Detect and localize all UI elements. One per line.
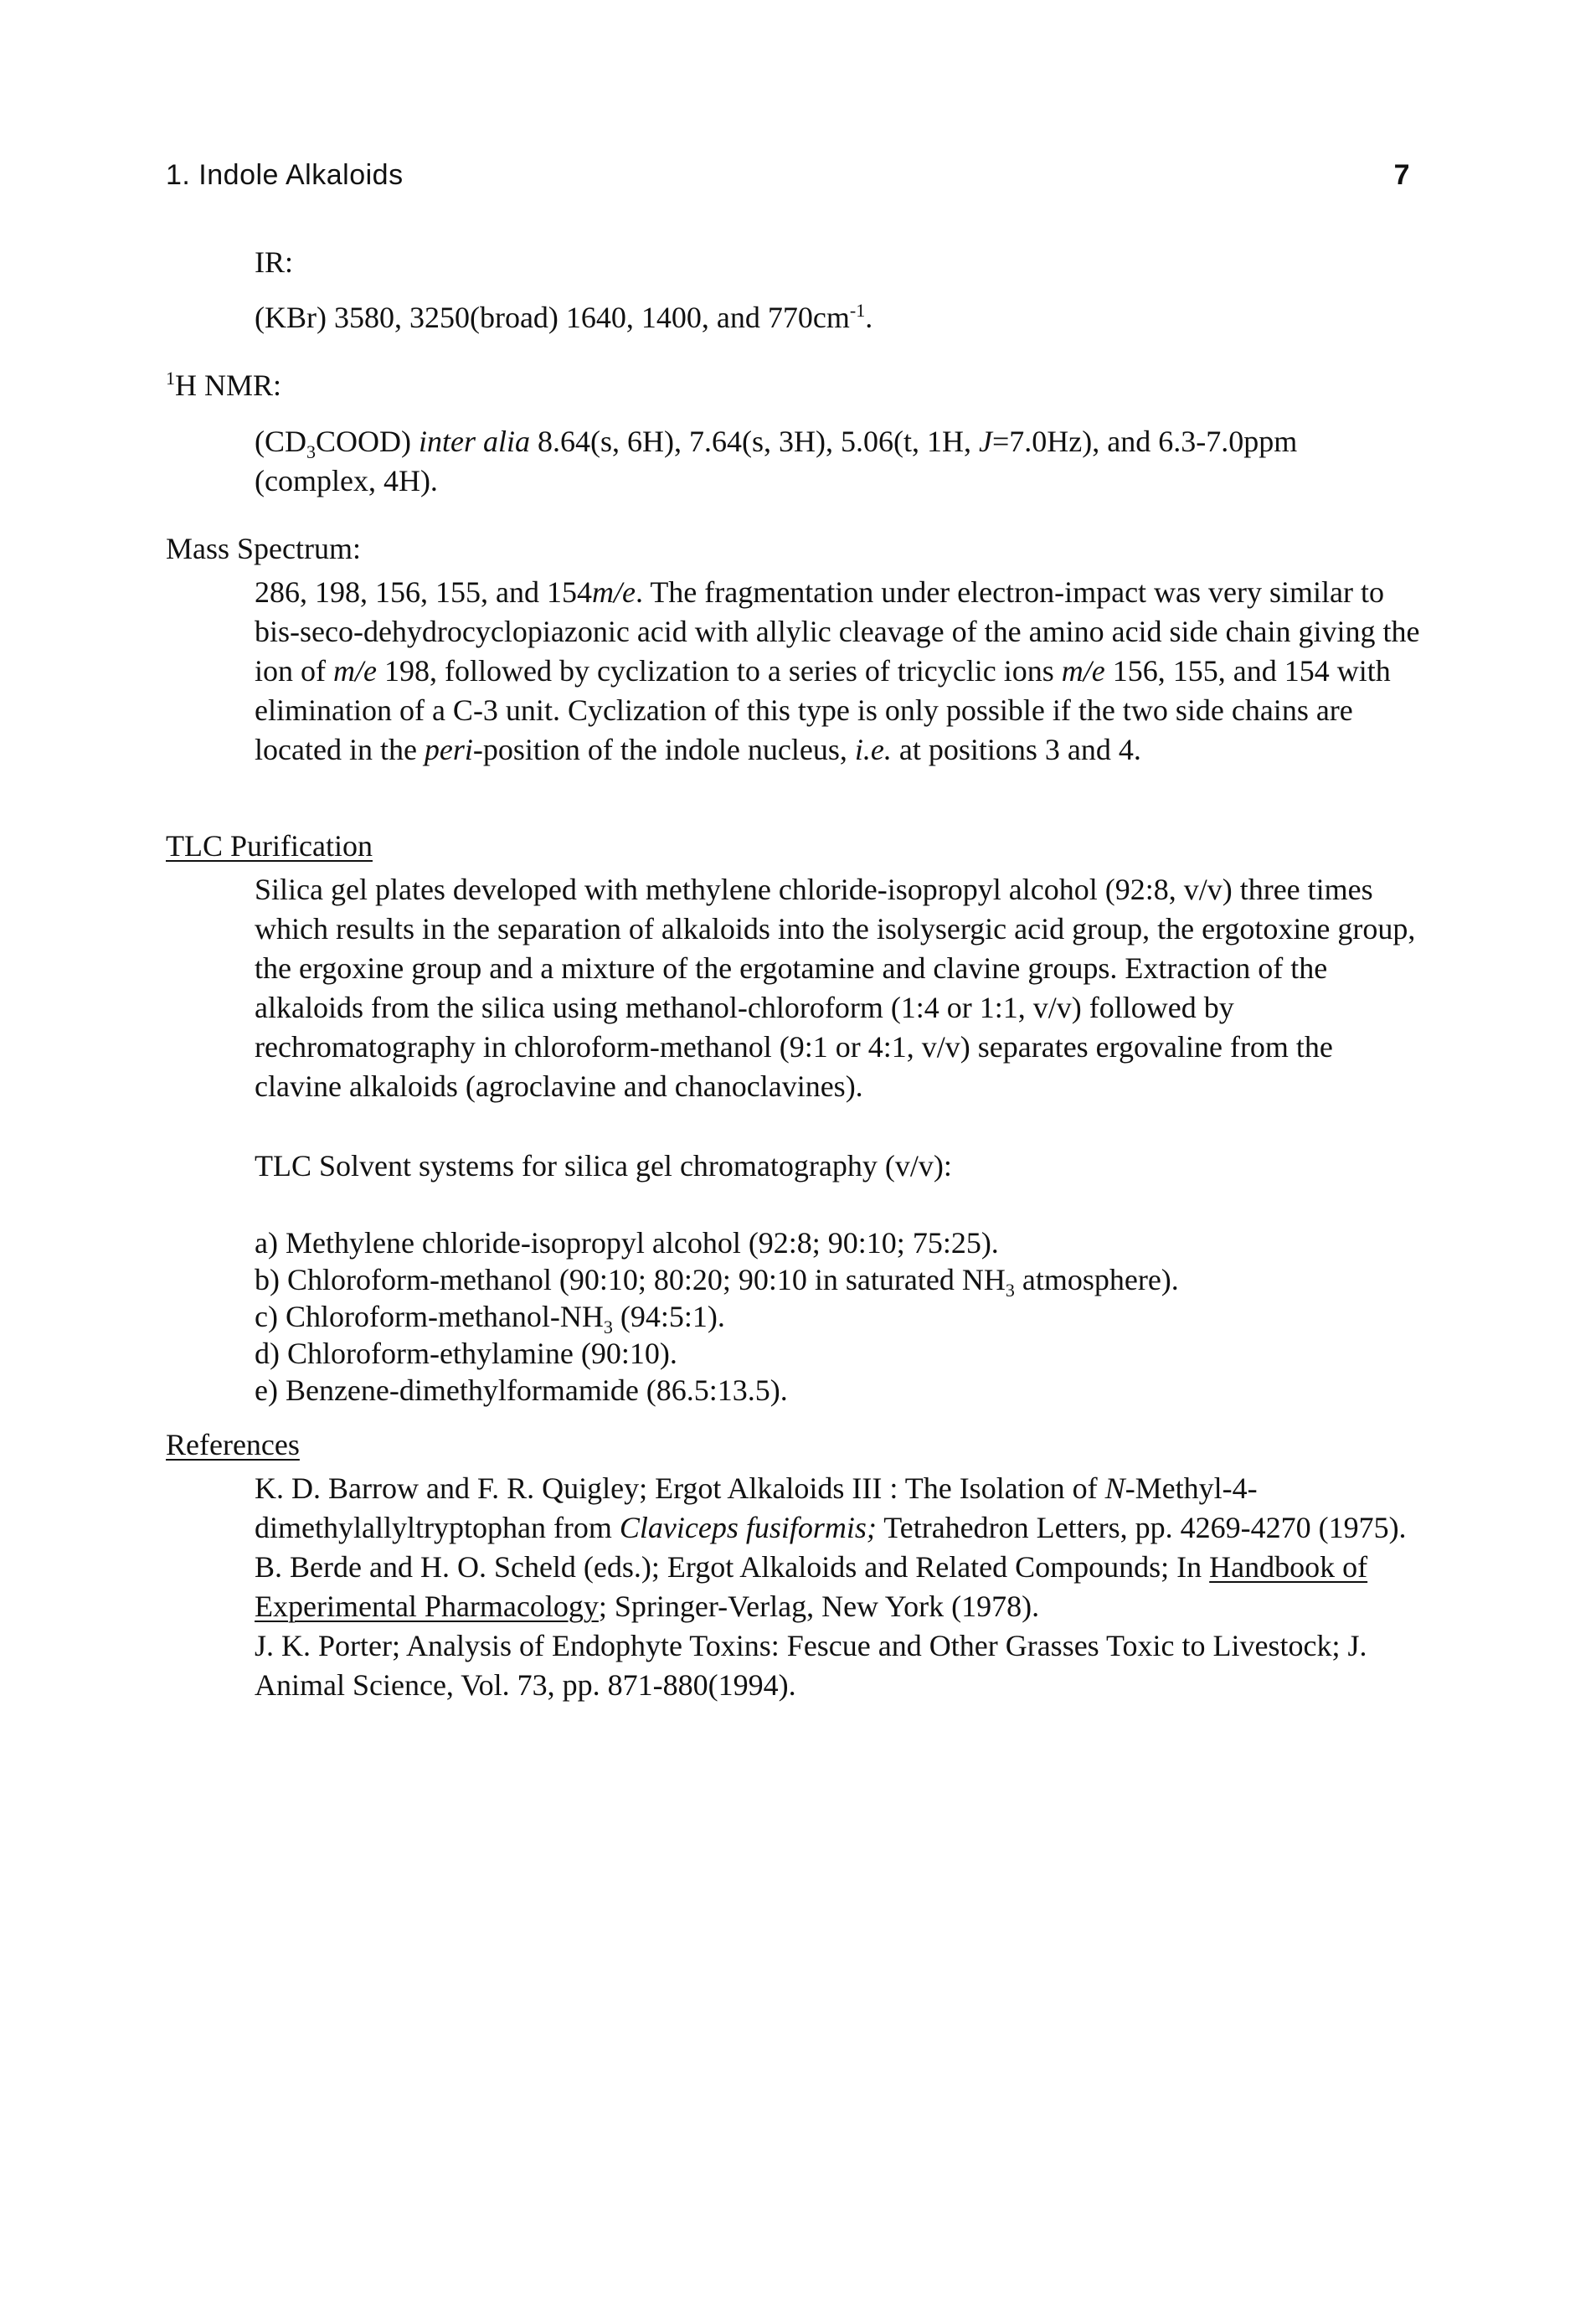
tlc-solvent-heading: TLC Solvent systems for silica gel chromatography (v/v):: [255, 1149, 952, 1183]
hnmr-solvent-suffix: COOD): [316, 425, 419, 458]
hnmr-text-part2: =7.0Hz), and 6.3-7.0ppm: [991, 425, 1298, 458]
hnmr-text-part1: 8.64(s, 6H), 7.64(s, 3H), 5.06(t, 1H,: [530, 425, 979, 458]
reference-3: J. K. Porter; Analysis of Endophyte Toxins: Fescue and Other Grasses Toxic to Livestock; J. Animal Science, Vol. 73, pp. 871-880(1994).: [255, 1629, 1367, 1702]
ref2-pre: B. Berde and H. O. Scheld (eds.); Ergot Alkaloids and Related Compounds; In: [255, 1550, 1210, 1584]
ref1-mid: -Methyl-4-dimethylallyltryptophan from: [255, 1471, 1258, 1544]
ms-me-1: m/e: [591, 575, 636, 609]
solvent-c-pre: c) Chloroform-methanol-NH: [255, 1300, 604, 1333]
ref2-book-title: Handbook of Experimental Pharmacology: [255, 1550, 1368, 1623]
ms-text-5: -position of the indole nucleus,: [472, 733, 855, 766]
ir-superscript: -1: [849, 300, 866, 321]
ms-me-3: m/e: [1061, 654, 1105, 688]
ir-label: IR:: [255, 245, 294, 279]
hnmr-text-line2: (complex, 4H).: [255, 464, 438, 497]
solvent-c-post: (94:5:1).: [612, 1300, 725, 1333]
mass-spectrum-paragraph: [255, 573, 1423, 770]
tlc-purification-data: [255, 870, 1423, 1409]
ms-text-4: 156, 155, and 154 with elimination of a C-3 unit. Cyclization of this type is only possible if the two side chains are located in the: [255, 654, 1391, 766]
ms-text-3: 198, followed by cyclization to a series of tricyclic ions: [376, 654, 1062, 688]
ref2-post: ; Springer-Verlag, New York (1978).: [598, 1590, 1040, 1623]
mass-spectrum-data: [255, 573, 1423, 770]
reference-1: [255, 1469, 1423, 1548]
ir-end: .: [865, 301, 873, 334]
solvent-b-post: atmosphere).: [1014, 1263, 1179, 1296]
tlc-solvent-list: [255, 1224, 1423, 1409]
hnmr-label-superscript: 1: [166, 368, 175, 389]
ms-peri: peri: [424, 733, 473, 766]
ms-ie: i.e.: [854, 733, 892, 766]
ir-data: [255, 298, 1423, 338]
hnmr-solvent-subscript: 3: [306, 441, 316, 463]
hnmr-j: J: [978, 425, 992, 458]
solvent-b-pre: b) Chloroform-methanol (90:10; 80:20; 90:10 in saturated NH: [255, 1263, 1006, 1296]
hnmr-data: [255, 422, 1423, 501]
ref1-pre: K. D. Barrow and F. R. Quigley; Ergot Alkaloids III : The Isolation of: [255, 1471, 1105, 1505]
ref1-post: Tetrahedron Letters, pp. 4269-4270 (1975).: [876, 1511, 1407, 1544]
solvent-a: a) Methylene chloride-isopropyl alcohol (92:8; 90:10; 75:25).: [255, 1226, 999, 1260]
hnmr-label: [166, 366, 281, 405]
solvent-c-sub: 3: [603, 1317, 613, 1338]
solvent-e: e) Benzene-dimethylformamide (86.5:13.5).: [255, 1373, 788, 1407]
references-label: References: [166, 1428, 300, 1461]
page-number: 7: [1393, 159, 1410, 191]
solvent-b-sub: 3: [1005, 1280, 1015, 1301]
hnmr-inter-alia: inter alia: [419, 425, 530, 458]
ref1-n: N: [1104, 1471, 1125, 1505]
mass-spectrum-label: Mass Spectrum:: [166, 532, 361, 565]
solvent-c: [255, 1298, 1423, 1338]
references-list: [255, 1469, 1423, 1705]
reference-2: [255, 1548, 1423, 1626]
hnmr-solvent-prefix: (CD: [255, 425, 306, 458]
chapter-title: 1. Indole Alkaloids: [166, 159, 404, 191]
ms-text-6: at positions 3 and 4.: [891, 733, 1141, 766]
tlc-purification-label: TLC Purification: [166, 829, 373, 863]
solvent-d: d) Chloroform-ethylamine (90:10).: [255, 1337, 677, 1370]
ref1-species: Claviceps fusiformis;: [619, 1511, 877, 1544]
ms-me-2: m/e: [333, 654, 377, 688]
running-header: [166, 159, 1410, 201]
tlc-purification-paragraph: Silica gel plates developed with methylene chloride-isopropyl alcohol (92:8, v/v) three times which results in the separation of alkaloids into the isolysergic acid group, the ergotoxine group, the ergoxine group and a mixture of the ergotamine and clavine groups. Extraction of the alkaloids from the silica using methanol-chloroform (1:4 or 1:1, v/v) followed by rechromatography in chloroform-methanol (9:1 or 4:1, v/v) separates ergovaline from the clavine alkaloids (agroclavine and chanoclavines).: [255, 873, 1416, 1103]
hnmr-label-text: H NMR:: [175, 368, 282, 402]
ms-text-2: . The fragmentation under electron-impact was very similar to bis-seco-dehydrocyclopiazonic acid with allylic cleavage of the amino acid side chain giving the ion of: [255, 575, 1420, 688]
ms-text-1: 286, 198, 156, 155, and 154: [255, 575, 592, 609]
ir-text: (KBr) 3580, 3250(broad) 1640, 1400, and 770cm: [255, 301, 850, 334]
solvent-b: [255, 1261, 1423, 1301]
